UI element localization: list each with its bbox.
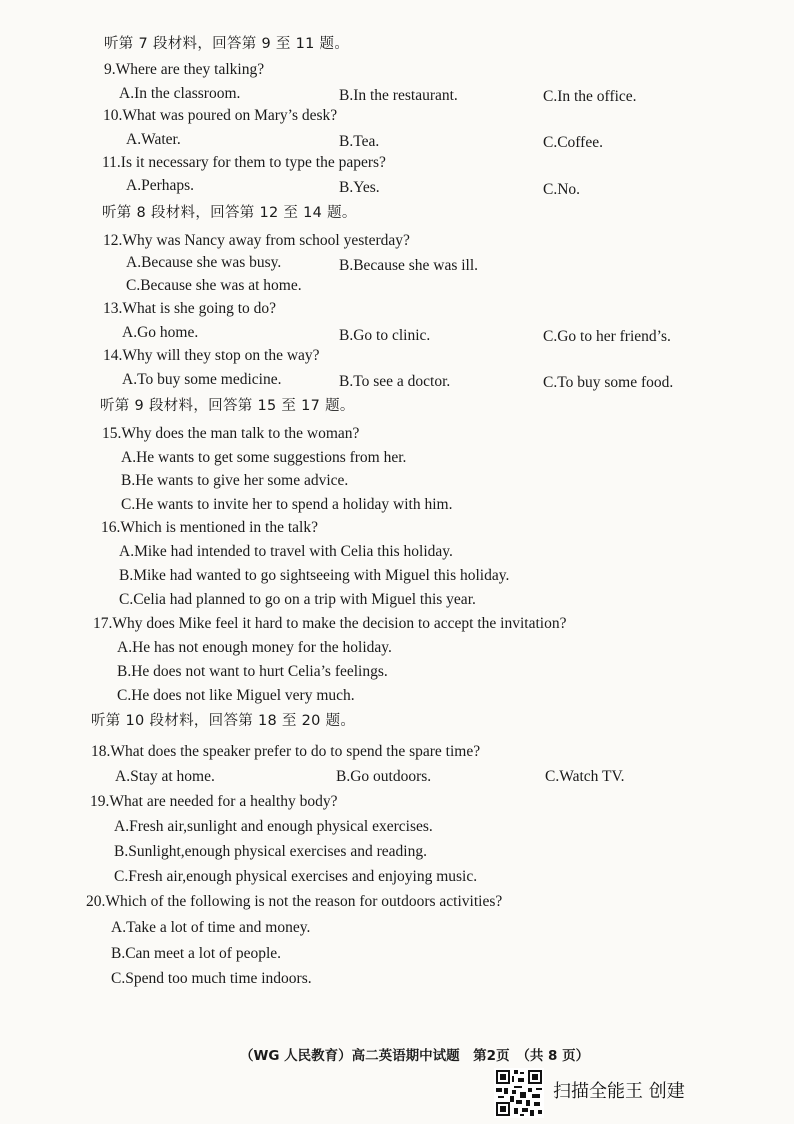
option-c: C.He wants to invite her to spend a holiday with him. [121,496,453,513]
question-stem: 10.What was poured on Mary’s desk? [103,107,338,124]
qr-code-icon [494,1068,544,1118]
option-c: C.He does not like Miguel very much. [117,687,355,704]
option-b: B.Sunlight,enough physical exercises and reading. [114,843,427,860]
option-c: C.Celia had planned to go on a trip with Miguel this year. [119,591,476,608]
option-b: B.Yes. [339,179,380,196]
question-stem: 14.Why will they stop on the way? [103,347,320,364]
question-stem: 16.Which is mentioned in the talk? [101,519,318,536]
section-header: 听第 9 段材料，回答第 15 至 17 题。 [100,398,355,414]
question-stem: 13.What is she going to do? [103,300,277,317]
option-c: C.Watch TV. [545,768,625,785]
option-a: A.Stay at home. [115,768,215,785]
option-c: C.No. [543,181,581,198]
option-b: B.To see a doctor. [339,373,451,390]
option-b: B.Can meet a lot of people. [111,945,282,962]
option-b: B.In the restaurant. [339,87,458,104]
option-a: A.Mike had intended to travel with Celia this holiday. [119,543,453,560]
page-footer: （WG 人民教育）高二英语期中试题 第2页 （共 8 页） [240,1048,590,1064]
option-b: B.Go outdoors. [336,768,432,785]
option-a: A.He has not enough money for the holiday. [117,639,392,656]
option-a: A.Take a lot of time and money. [111,919,311,936]
option-a: A.Go home. [122,324,199,341]
question-stem: 19.What are needed for a healthy body? [90,793,338,810]
option-c: C.Fresh air,enough physical exercises and enjoying music. [114,868,478,885]
question-stem: 11.Is it necessary for them to type the papers? [102,154,386,171]
option-c: C.To buy some food. [543,374,674,391]
option-a: A.Fresh air,sunlight and enough physical exercises. [114,818,433,835]
option-a: A.In the classroom. [119,85,241,102]
option-c: C.Because she was at home. [126,277,302,294]
section-header: 听第 7 段材料，回答第 9 至 11 题。 [104,36,350,52]
option-c: C.Go to her friend’s. [543,328,671,345]
section-header: 听第 10 段材料，回答第 18 至 20 题。 [91,713,356,729]
option-b: B.Go to clinic. [339,327,431,344]
option-b: B.Because she was ill. [339,257,479,274]
question-stem: 9.Where are they talking? [104,61,265,78]
section-header: 听第 8 段材料，回答第 12 至 14 题。 [102,205,357,221]
question-stem: 17.Why does Mike feel it hard to make the decision to accept the invitation? [93,615,567,632]
option-a: A.To buy some medicine. [122,371,282,388]
scanner-brand: 扫描全能王 创建 [553,1081,685,1102]
option-b: B.He wants to give her some advice. [121,472,349,489]
option-a: A.Because she was busy. [126,254,282,271]
question-stem: 18.What does the speaker prefer to do to spend the spare time? [91,743,481,760]
option-c: C.Spend too much time indoors. [111,970,312,987]
option-c: C.Coffee. [543,134,603,151]
option-a: A.He wants to get some suggestions from her. [121,449,407,466]
question-stem: 12.Why was Nancy away from school yesterday? [103,232,410,249]
option-b: B.Tea. [339,133,380,150]
question-stem: 20.Which of the following is not the reason for outdoors activities? [86,893,503,910]
question-stem: 15.Why does the man talk to the woman? [102,425,360,442]
option-a: A.Water. [126,131,181,148]
option-c: C.In the office. [543,88,637,105]
option-b: B.He does not want to hurt Celia’s feelings. [117,663,388,680]
option-b: B.Mike had wanted to go sightseeing with Miguel this holiday. [119,567,510,584]
option-a: A.Perhaps. [126,177,195,194]
